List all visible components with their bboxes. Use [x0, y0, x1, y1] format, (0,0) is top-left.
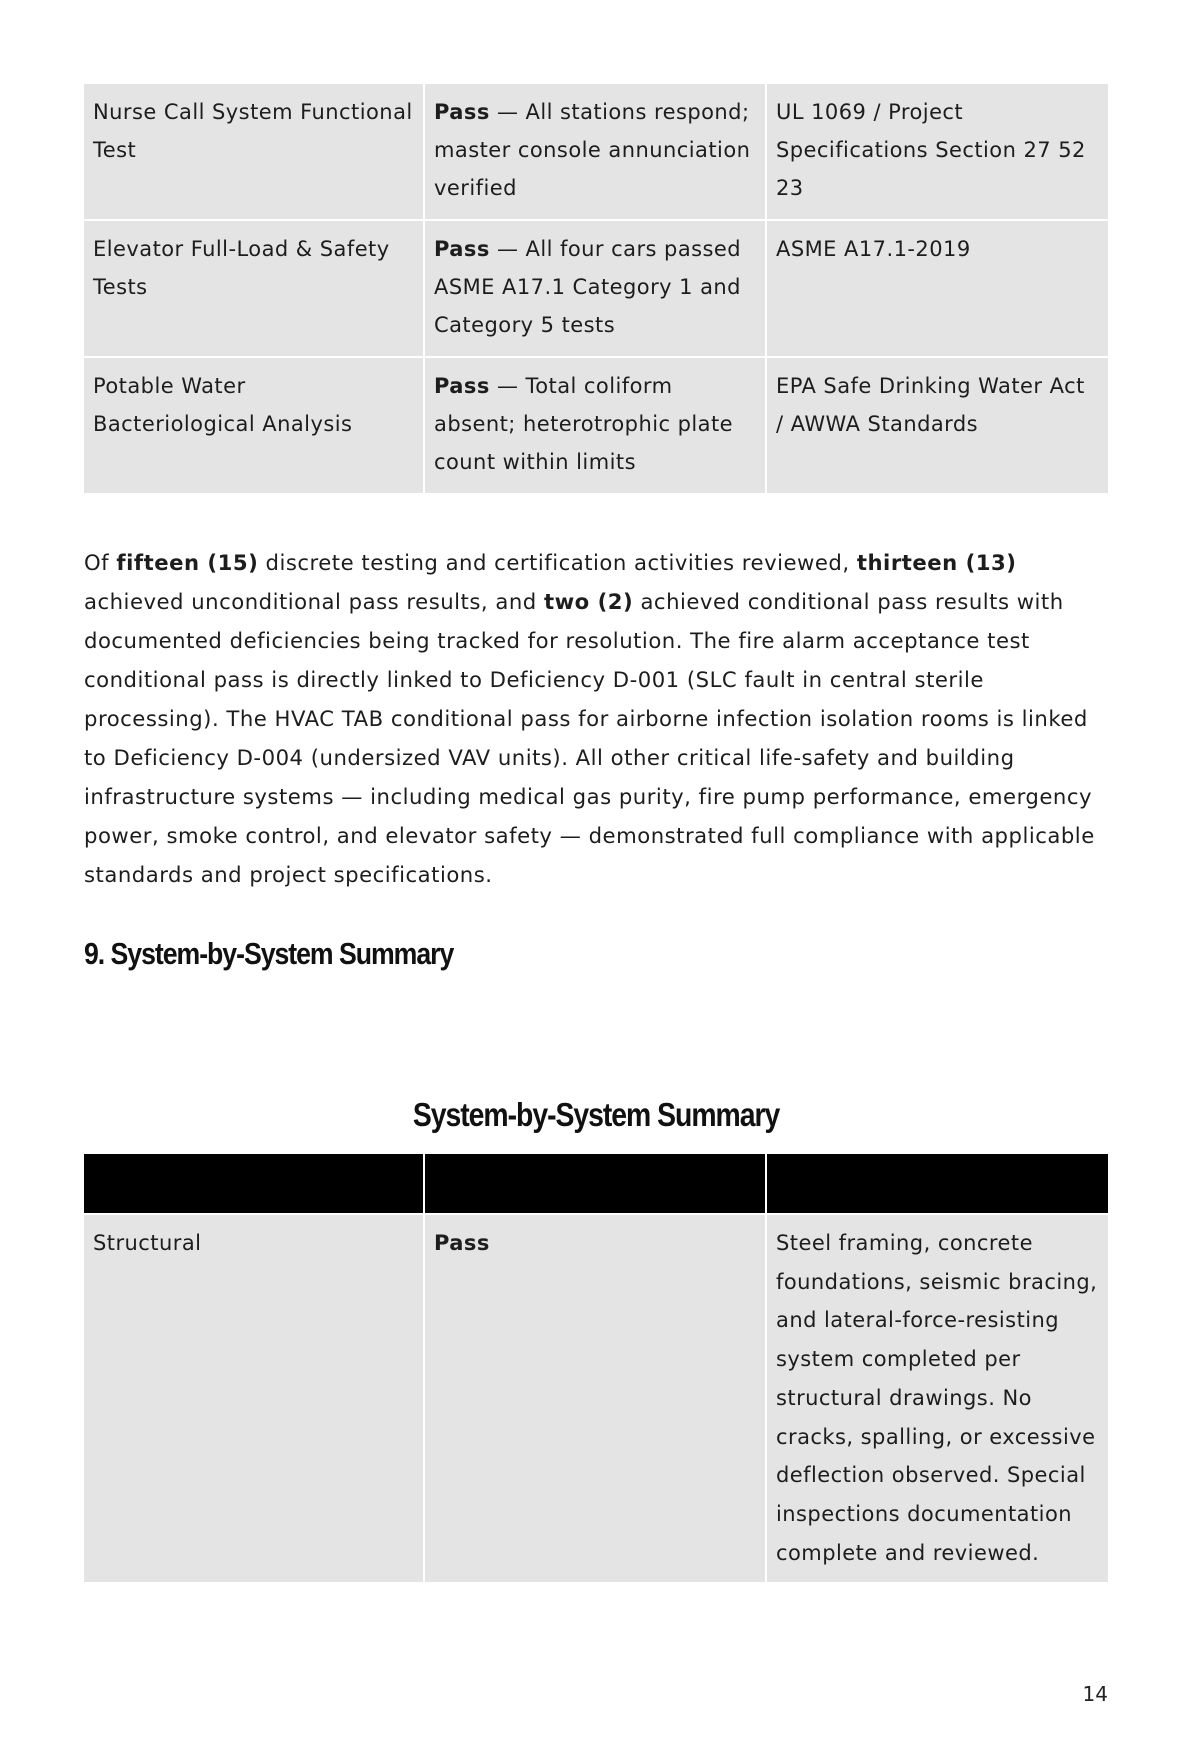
summary-paragraph: [84, 543, 1114, 894]
table-caption-text: System-by-System Summary: [412, 1096, 780, 1133]
test-standard-cell: UL 1069 / Project Specifications Section 27 52 23: [766, 84, 1108, 220]
status-label: Pass: [434, 1231, 490, 1255]
result-label: Pass: [434, 100, 490, 124]
test-standard-cell: EPA Safe Drinking Water Act / AWWA Standards: [766, 357, 1108, 494]
table-row: [84, 220, 1108, 357]
system-summary-table: [84, 1154, 1108, 1584]
result-label: Pass: [434, 374, 490, 398]
test-result-cell: [424, 357, 766, 494]
paragraph-text: achieved unconditional pass results, and: [84, 589, 544, 614]
table-row: [84, 84, 1108, 220]
paragraph-text: discrete testing and certification activities reviewed,: [258, 550, 857, 575]
test-result-cell: [424, 220, 766, 357]
system-notes-cell: Steel framing, concrete foundations, seismic bracing, and lateral-force-resisting system completed per structural drawings. No cracks, spalling, or excessive deflection observed. Special inspections documentation complete and reviewed.: [766, 1214, 1108, 1583]
table-row: [84, 1214, 1108, 1583]
section-heading: 9. System-by-System Summary: [84, 936, 454, 971]
paragraph-emphasis: fifteen (15): [116, 550, 259, 575]
test-activity-cell: Elevator Full-Load & Safety Tests: [84, 220, 424, 357]
paragraph-text: achieved conditional pass results with documented deficiencies being tracked for resolution. The fire alarm acceptance test conditional pass is directly linked to Deficiency D-001 (SLC fault in central sterile processing). The HVAC TAB conditional pass for airborne infection isolation rooms is linked to Deficiency D-004 (undersized VAV units). All other critical life-safety and building infrastructure systems — including medical gas purity, fire pump performance, emergency power, smoke control, and elevator safety — demonstrated full compliance with applicable standards and project specifications.: [84, 589, 1095, 887]
paragraph-emphasis: thirteen (13): [856, 550, 1017, 575]
result-detail: — All stations respond; master console annunciation verified: [434, 100, 751, 200]
table-row: [84, 357, 1108, 494]
table-header-row: [84, 1154, 1108, 1214]
paragraph-emphasis: two (2): [543, 589, 634, 614]
table-caption: [84, 1090, 1108, 1140]
test-activity-cell: Potable Water Bacteriological Analysis: [84, 357, 424, 494]
table-header-cell: [766, 1154, 1108, 1214]
report-page: [84, 84, 1108, 1584]
result-detail: — All four cars passed ASME A17.1 Category 1 and Category 5 tests: [434, 237, 742, 337]
paragraph-text: Of: [84, 550, 117, 575]
test-standard-cell: ASME A17.1-2019: [766, 220, 1108, 357]
table-header-cell: [84, 1154, 424, 1214]
result-label: Pass: [434, 237, 490, 261]
result-detail: — Total coliform absent; heterotrophic plate count within limits: [434, 374, 734, 474]
system-name-cell: Structural: [84, 1214, 424, 1583]
testing-results-table: [84, 84, 1108, 495]
page-number: 14: [1082, 1682, 1108, 1706]
system-status-cell: [424, 1214, 766, 1583]
test-result-cell: [424, 84, 766, 220]
test-activity-cell: Nurse Call System Functional Test: [84, 84, 424, 220]
table-header-cell: [424, 1154, 766, 1214]
